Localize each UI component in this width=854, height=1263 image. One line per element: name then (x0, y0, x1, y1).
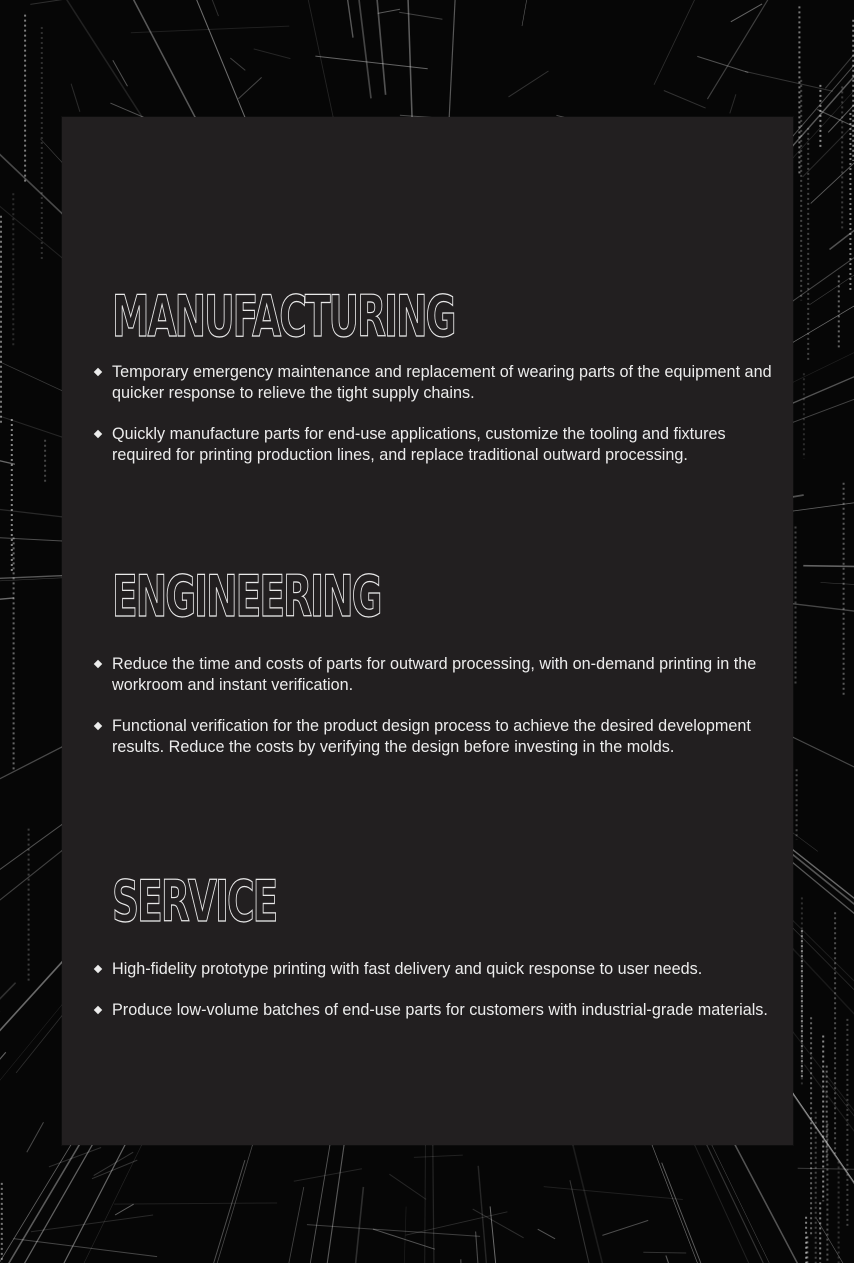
bullet-text: Functional verification for the product design process to achieve the desired development results. Reduce the costs by verifying the design before investing in the molds. (112, 717, 751, 756)
circuit-line (414, 1155, 463, 1157)
bullet-text: Produce low-volume batches of end-use parts for customers with industrial-grade materials. (112, 1001, 768, 1019)
circuit-line (803, 79, 854, 177)
circuit-line (14, 1239, 158, 1257)
circuit-line (544, 1187, 683, 1200)
circuit-line (115, 1204, 134, 1215)
diamond-bullet-icon (94, 368, 102, 376)
circuit-line (449, 0, 465, 127)
circuit-line (828, 0, 854, 132)
bullet-list-service (93, 959, 773, 1041)
list-item (93, 424, 773, 466)
circuit-line (204, 1160, 245, 1263)
circuit-line (697, 56, 748, 72)
circuit-line (786, 1083, 854, 1263)
circuit-line (810, 1, 854, 305)
circuit-line (730, 94, 736, 113)
bullet-text: High-fidelity prototype printing with fast delivery and quick response to user needs. (112, 960, 703, 978)
bullet-text: Reduce the time and costs of parts for outward processing, with on-demand printing in the workroom and instant verification. (112, 655, 757, 694)
circuit-line (490, 1206, 556, 1263)
circuit-line (728, 1132, 854, 1263)
circuit-line (217, 1187, 304, 1263)
circuit-line (353, 1187, 364, 1263)
circuit-line (0, 983, 16, 1263)
circuit-line (238, 77, 261, 98)
circuit-line (569, 1130, 642, 1263)
section-heading-service: SERVICE (112, 869, 277, 935)
section-heading-manufacturing: MANUFACTURING (112, 284, 455, 350)
circuit-line (825, 0, 854, 88)
circuit-line (509, 71, 549, 97)
circuit-line (294, 1169, 362, 1181)
bullet-list-engineering (93, 654, 773, 778)
circuit-line (654, 0, 812, 85)
diamond-bullet-icon (94, 660, 102, 668)
circuit-line (389, 1174, 426, 1199)
circuit-line (0, 1052, 6, 1195)
circuit-line (27, 1122, 44, 1152)
section-heading-engineering: ENGINEERING (112, 564, 381, 630)
circuit-line (49, 1148, 101, 1167)
circuit-line (230, 58, 245, 70)
circuit-line (307, 1225, 480, 1237)
circuit-line (828, 1082, 854, 1263)
circuit-line (662, 1163, 765, 1263)
circuit-line (131, 0, 219, 16)
list-item (93, 654, 773, 696)
circuit-line (30, 0, 83, 4)
circuit-line (254, 49, 291, 59)
circuit-line (378, 9, 400, 13)
diamond-bullet-icon (94, 1006, 102, 1014)
list-item (93, 716, 773, 758)
circuit-line (602, 1220, 648, 1235)
circuit-line (522, 0, 619, 26)
bullet-text: Temporary emergency maintenance and replacement of wearing parts of the equipment and quicker response to relieve the tight supply chains. (112, 363, 772, 402)
circuit-line (821, 583, 854, 604)
diamond-bullet-icon (94, 430, 102, 438)
content-panel (62, 117, 793, 1145)
list-item (93, 959, 773, 980)
circuit-line (643, 1252, 686, 1253)
bullet-text: Quickly manufacture parts for end-use applications, customize the tooling and fixtures required for printing production lines, and replace traditional outward processing. (112, 425, 726, 464)
circuit-line (473, 1209, 524, 1238)
list-item (93, 362, 773, 404)
circuit-line (461, 1259, 486, 1263)
circuit-line (373, 1229, 435, 1249)
circuit-line (31, 1215, 153, 1232)
circuit-line (570, 1180, 610, 1263)
circuit-line (792, 315, 854, 423)
list-item (93, 1000, 773, 1021)
circuit-line (0, 598, 14, 627)
circuit-line (666, 1256, 758, 1263)
circuit-line (803, 566, 854, 570)
circuit-line (538, 1229, 555, 1239)
circuit-line (259, 0, 353, 38)
circuit-line (731, 4, 762, 22)
circuit-line (71, 84, 80, 112)
circuit-line (664, 91, 706, 109)
circuit-line (707, 0, 854, 99)
circuit-line (400, 1207, 406, 1263)
bullet-list-manufacturing (93, 362, 773, 486)
circuit-line (114, 1203, 277, 1204)
circuit-line (433, 1136, 434, 1263)
circuit-line (745, 71, 833, 91)
circuit-line (323, 0, 386, 95)
diamond-bullet-icon (94, 722, 102, 730)
diamond-bullet-icon (94, 965, 102, 973)
circuit-line (399, 12, 442, 19)
